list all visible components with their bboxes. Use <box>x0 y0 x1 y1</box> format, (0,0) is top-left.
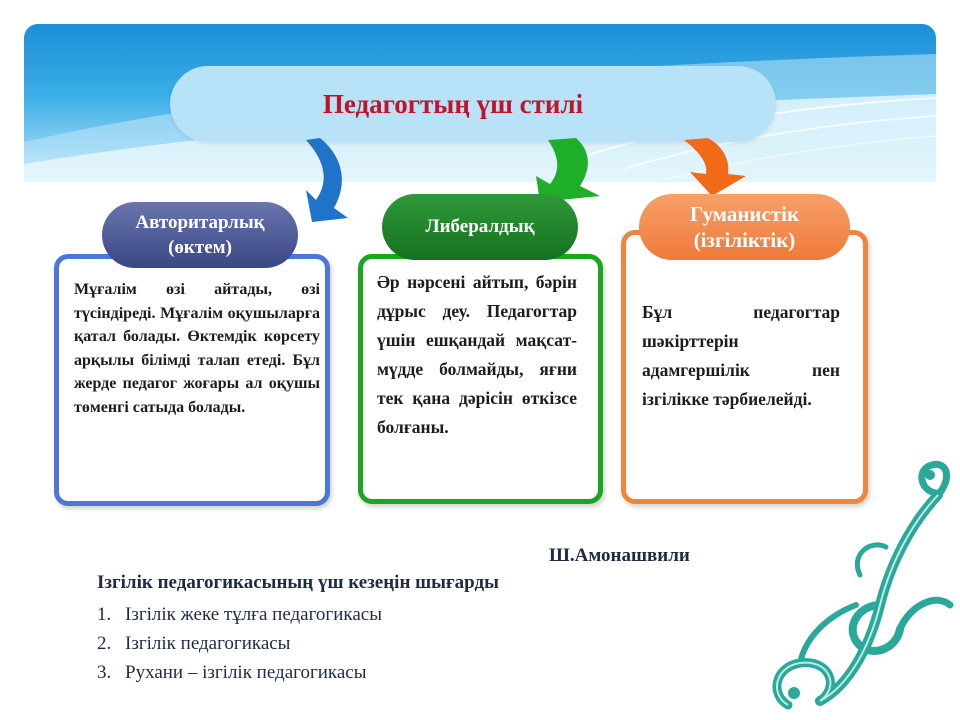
list-item-number: 1. <box>97 604 112 625</box>
authoritarian-label-line1: Авторитарлық <box>135 212 265 233</box>
slide-title: Педагогтың үш стилі <box>322 88 584 119</box>
list-item-text: Ізгілік педагогикасы <box>125 633 291 654</box>
curved-arrow-icon <box>306 138 348 222</box>
list-item-number: 2. <box>97 633 112 654</box>
authoritarian-description: Мұғалім өзі айтады, өзі түсіндіреді. Мұғалім оқушыларға қатал болады. Өктемдік көрсету арқылы білімді талап етеді. Бұл жерде педагог жоғары ал оқушы төменгі сатыда болады. <box>74 281 320 416</box>
stages-list <box>97 600 382 687</box>
list-item-text: Ізгілік жеке тұлға педагогикасы <box>125 604 382 625</box>
list-item-number: 3. <box>97 662 112 683</box>
authoritarian-label-line2: (өктем) <box>168 237 232 258</box>
humanistic-label-line2: (ізгіліктік) <box>693 228 796 252</box>
decorative-swirl-icon <box>760 455 960 720</box>
footer-heading: Ізгілік педагогикасының үш кезеңін шығарды <box>97 572 499 593</box>
authoritarian-label <box>102 202 298 268</box>
humanistic-label-line1: Гуманистік <box>689 202 800 226</box>
list-item-text: Рухани – ізгілік педагогикасы <box>125 662 367 683</box>
liberal-description: Әр нәрсені айтып, бәрін дұрыс деу. Педагогтар үшін ешқандай мақсат-мүдде болмайды, яғни тек қана дәрісін өткізсе болғаны. <box>377 272 577 437</box>
humanistic-description: Бұл педагогтар шәкірттерін адамгершілік пен ізгілікке тәрбиелейді. <box>642 302 840 409</box>
curved-arrow-icon <box>536 138 600 202</box>
curved-arrow-icon <box>684 138 746 196</box>
list-item <box>97 600 382 629</box>
list-item <box>97 658 382 687</box>
humanistic-label <box>639 194 850 260</box>
liberal-label-text: Либералдық <box>425 216 535 237</box>
author-name: Ш.Амонашвили <box>549 545 690 566</box>
list-item <box>97 629 382 658</box>
liberal-label <box>382 194 578 260</box>
